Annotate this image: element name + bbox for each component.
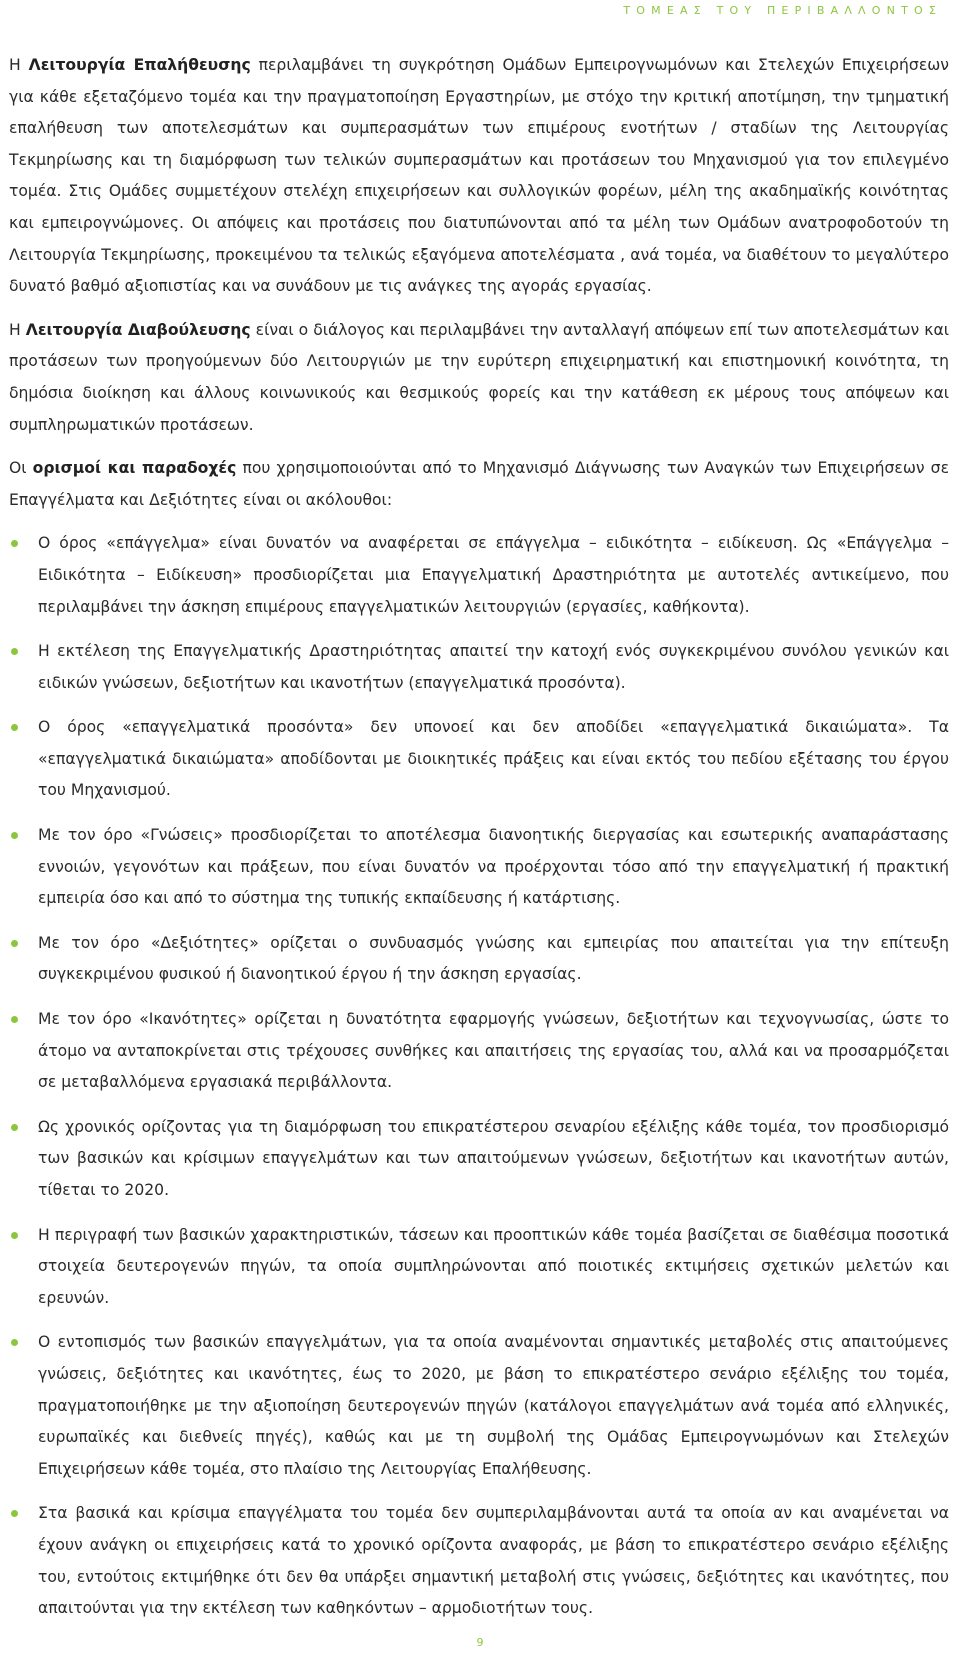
definitions-list <box>9 528 949 1624</box>
list-item-text: Με τον όρο «Δεξιότητες» ορίζεται ο συνδυασμός γνώσης και εμπειρίας που απαιτείται για την επίτευξη συγκεκριμένου φυσικού ή διανοητικού έργου ή την άσκηση εργασίας. <box>38 933 949 984</box>
list-item-text: Ο εντοπισμός των βασικών επαγγελμάτων, για τα οποία αναμένονται σημαντικές μεταβολές στις απαιτούμενες γνώσεις, δεξιότητες και ικανότητες, έως το 2020, με βάση το επικρατέστερο σενάριο εξέλιξης του τομέα, πραγματοποιήθηκε με την αξιοποίηση δευτερογενών πηγών (κατάλογοι επαγγελμάτων ανά τομέα από ελληνικές, ευρωπαϊκές και διεθνείς πηγές), καθώς και με τη συμβολή της Ομάδας Εμπειρογνωμόνων και Στελεχών Επιχειρήσεων κάθε τομέα, στο πλαίσιο της Λειτουργίας Επαλήθευσης. <box>38 1333 949 1478</box>
paragraph-text: που χρησιμοποιούνται από το Μηχανισμό Διάγνωσης των Αναγκών των Επιχειρήσεων σε Επαγγέλματα και Δεξιότητες είναι οι ακόλουθοι: <box>9 459 949 509</box>
list-item-text: Ο όρος «επάγγελμα» είναι δυνατόν να αναφέρεται σε επάγγελμα – ειδικότητα – ειδίκευση. Ως «Επάγγελμα – Ειδικότητα – Ειδίκευση» προσδιορίζεται μια Επαγγελματική Δραστηριότητα με αυτοτελές αντικείμενο, που περιλαμβάνει την άσκηση επιμέρους επαγγελματικών λειτουργιών (εργασίες, καθήκοντα). <box>38 534 949 616</box>
list-item <box>9 1327 949 1485</box>
paragraph-consultation <box>9 315 949 441</box>
list-item <box>9 928 949 991</box>
list-item-text: Στα βασικά και κρίσιμα επαγγέλματα του τομέα δεν συμπεριλαμβάνονται αυτά τα οποία αν και αναμένεται να έχουν ανάγκη οι επιχειρήσεις κατά το χρονικό ορίζοντα αναφοράς, με βάση το επικρατέστερο σενάριο εξέλιξης του, εντούτοις εκτιμήθηκε ότι δεν θα υπάρξει σημαντική μεταβολή στις γνώσεις, δεξιότητες και ικανότητες, που απαιτούνται για την εκτέλεση των καθηκόντων – αρμοδιοτήτων τους. <box>38 1504 949 1618</box>
list-item <box>9 636 949 699</box>
list-item-text: Ο όρος «επαγγελματικά προσόντα» δεν υπονοεί και δεν αποδίδει «επαγγελματικά δικαιώματα». Τα «επαγγελματικά δικαιώματα» αποδίδονται με διοικητικές πράξεις και είναι εκτός του πεδίου εξέτασης του έργου του Μηχανισμού. <box>38 718 949 800</box>
document-body <box>9 50 949 1638</box>
bold-term: Λειτουργία Επαλήθευσης <box>28 56 251 74</box>
running-header: ΤΟΜΕΑΣ ΤΟΥ ΠΕΡΙΒΑΛΛΟΝΤΟΣ <box>623 4 942 17</box>
list-item-text: Η περιγραφή των βασικών χαρακτηριστικών, τάσεων και προοπτικών κάθε τομέα βασίζεται σε διαθέσιμα ποσοτικά στοιχεία δευτερογενών πηγών, τα οποία συμπληρώνονται από ποιοτικές εκτιμήσεις σχετικών μελετών και ερευνών. <box>38 1225 949 1307</box>
bullet-icon <box>11 648 18 655</box>
paragraph-verification <box>9 50 949 303</box>
bullet-icon <box>11 1339 18 1346</box>
list-item <box>9 528 949 623</box>
paragraph-text: είναι ο διάλογος και περιλαμβάνει την ανταλλαγή απόψεων επί των αποτελεσμάτων και προτάσεων των προηγούμενων δύο Λειτουργιών με την ευρύτερη επιχειρηματική και επιστημονική κοινότητα, τη δημόσια διοίκηση και άλλους κοινωνικούς και θεσμικούς φορείς και την κατάθεση εκ μέρους τους απόψεων και συμπληρωματικών προτάσεων. <box>9 320 950 434</box>
bullet-icon <box>11 1232 18 1239</box>
list-item <box>9 820 949 915</box>
paragraph-text: Οι <box>9 459 33 478</box>
bullet-icon <box>11 1124 18 1131</box>
list-item <box>9 712 949 807</box>
list-item <box>9 1112 949 1207</box>
bullet-icon <box>11 540 18 547</box>
list-item <box>9 1220 949 1315</box>
list-item <box>9 1498 949 1624</box>
bullet-icon <box>11 724 18 731</box>
list-item-text: Με τον όρο «Ικανότητες» ορίζεται η δυνατότητα εφαρμογής γνώσεων, δεξιοτήτων και τεχνογνωσίας, ώστε το άτομο να ανταποκρίνεται στις τρέχουσες συνθήκες και απαιτήσεις της εργασίας του, αλλά και να προσαρμόζεται σε μεταβαλλόμενα εργασιακά περιβάλλοντα. <box>38 1010 949 1092</box>
paragraph-text: Η <box>9 56 29 74</box>
list-item-text: Η εκτέλεση της Επαγγελματικής Δραστηριότητας απαιτεί την κατοχή ενός συγκεκριμένου συνόλου γενικών και ειδικών γνώσεων, δεξιοτήτων και ικανοτήτων (επαγγελματικά προσόντα). <box>38 642 949 692</box>
bold-term: ορισμοί και παραδοχές <box>32 459 237 478</box>
list-item <box>9 1004 949 1099</box>
bold-term: Λειτουργία Διαβούλευσης <box>25 320 251 339</box>
paragraph-definitions <box>9 453 949 516</box>
list-item-text: Με τον όρο «Γνώσεις» προσδιορίζεται το αποτέλεσμα διανοητικής διεργασίας και εσωτερικής αναπαράστασης εννοιών, γεγονότων και πράξεων, που είναι δυνατόν να προέρχονται τόσο από την επαγγελματική ή πρακτική εμπειρία όσο και από το σύστημα της τυπικής εκπαίδευσης ή κατάρτισης. <box>38 826 949 908</box>
bullet-icon <box>11 940 18 947</box>
bullet-icon <box>11 1510 18 1517</box>
paragraph-text: περιλαμβάνει τη συγκρότηση Ομάδων Εμπειρογνωμόνων και Στελεχών Επιχειρήσεων για κάθε εξεταζόμενο τομέα και την πραγματοποίηση Εργαστηρίων, με στόχο την κριτική αποτίμηση, την τμηματική επαλήθευση των αποτελεσμάτων και συμπερασμάτων των επιμέρους ενοτήτων / σταδίων της Λειτουργίας Τεκμηρίωσης και τη διαμόρφωση των τελικών συμπερασμάτων και προτάσεων του Μηχανισμού για τον επιλεγμένο τομέα. Στις Ομάδες συμμετέχουν στελέχη επιχειρήσεων και συλλογικών φορέων, μέλη της ακαδημαϊκής κοινότητας και εμπειρογνώμονες. Οι απόψεις και προτάσεις που διατυπώνονται από τα μέλη των Ομάδων ανατροφοδοτούν τη Λειτουργία Τεκμηρίωσης, προκειμένου τα τελικώς εξαγόμενα αποτελέσματα , ανά τομέα, να διαθέτουν το μεγαλύτερο δυνατό βαθμό αξιοπιστίας και να συνάδουν με τις ανάγκες της αγοράς εργασίας. <box>9 56 950 296</box>
page-number: 9 <box>476 1636 484 1649</box>
list-item-text: Ως χρονικός ορίζοντας για τη διαμόρφωση του επικρατέστερου σεναρίου εξέλιξης κάθε τομέα, τον προσδιορισμό των βασικών και κρίσιμων επαγγελμάτων και των απαιτούμενων γνώσεων, δεξιοτήτων και ικανοτήτων αυτών, τίθεται το 2020. <box>38 1117 949 1199</box>
paragraph-text: Η <box>9 320 26 339</box>
bullet-icon <box>11 1016 18 1023</box>
bullet-icon <box>11 832 18 839</box>
